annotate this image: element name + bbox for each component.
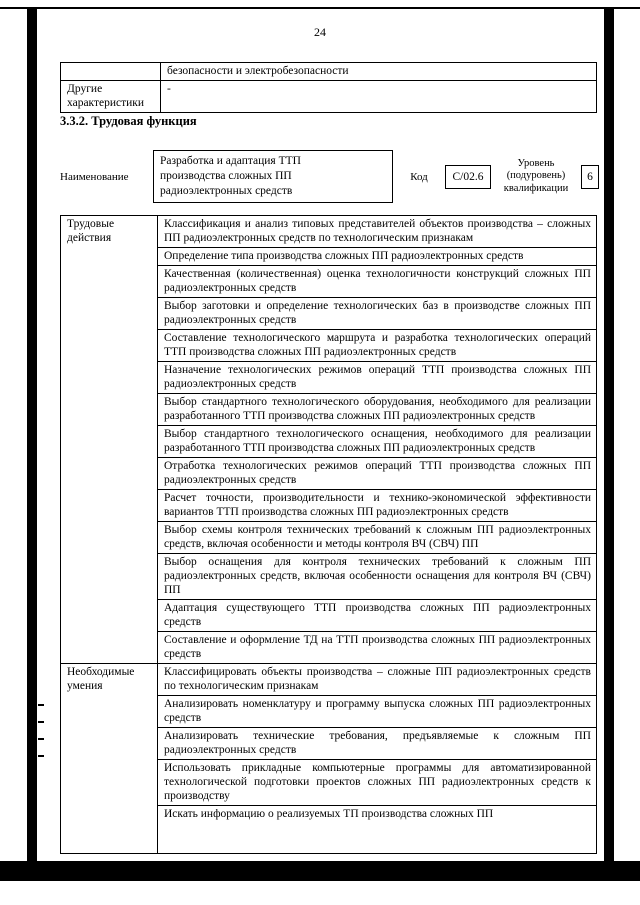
labor-action-row: Выбор стандартного технологического оснащения, необходимого для реализации разработанного ТТП производства сложных ПП радиоэлектронных средств <box>158 426 597 458</box>
qualification-level-box: 6 <box>581 165 599 189</box>
carryover-table <box>60 62 597 113</box>
function-header <box>60 150 600 203</box>
carryover-table-wrap <box>60 62 597 113</box>
labor-action-row: Составление технологического маршрута и разработка технологических операций ТТП производства сложных ПП радиоэлектронных средств <box>158 330 597 362</box>
labor-action-row: Выбор заготовки и определение технологических баз в производстве сложных ПП радиоэлектронных средств <box>158 298 597 330</box>
function-code-box: С/02.6 <box>445 165 491 189</box>
labor-actions-label: Трудовые действия <box>61 216 158 664</box>
required-skills-label: Необходимые умения <box>61 664 158 854</box>
section-heading: 3.3.2. Трудовая функция <box>60 114 197 128</box>
required-skill-row: Анализировать технические требования, предъявляемые к сложным ПП радиоэлектронных средств <box>158 728 597 760</box>
labor-action-row: Расчет точности, производительности и технико-экономической эффективности вариантов ТТП производства сложных ПП радиоэлектронных средств <box>158 490 597 522</box>
labor-action-row: Определение типа производства сложных ПП радиоэлектронных средств <box>158 248 597 266</box>
required-skill-row: Классифицировать объекты производства – сложные ПП радиоэлектронных средств по технологическим признакам <box>158 664 597 696</box>
function-name-value: Разработка и адаптация ТТП производства сложных ПП радиоэлектронных средств <box>160 155 301 197</box>
scan-artifact <box>38 738 44 740</box>
labor-action-row: Качественная (количественная) оценка технологичности конструкций сложных ПП радиоэлектронных средств <box>158 266 597 298</box>
required-skill-row: Анализировать номенклатуру и программу выпуска сложных ПП радиоэлектронных средств <box>158 696 597 728</box>
labor-action-row: Составление и оформление ТД на ТТП производства сложных ПП радиоэлектронных средств <box>158 632 597 664</box>
function-name-label: Наименование <box>60 170 129 183</box>
table-row <box>61 664 597 696</box>
labor-action-row: Выбор оснащения для контроля технических требований к сложным ПП радиоэлектронных средств, включая особенности оснащения для контроля ВЧ (СВЧ) ПП <box>158 554 597 600</box>
scan-border-top <box>0 7 640 9</box>
function-name-box <box>153 150 393 203</box>
main-table <box>60 215 597 854</box>
function-code-label: Код <box>410 170 428 183</box>
carryover-empty-cell <box>61 63 161 81</box>
scan-artifact <box>38 704 44 706</box>
table-row <box>61 81 597 113</box>
scan-border-right <box>604 7 614 863</box>
labor-action-row: Адаптация существующего ТТП производства сложных ПП радиоэлектронных средств <box>158 600 597 632</box>
table-row <box>61 216 597 248</box>
carryover-continuation-text: безопасности и электробезопасности <box>161 63 597 81</box>
scan-artifact <box>38 755 44 757</box>
labor-action-row: Выбор стандартного технологического оборудования, необходимого для реализации разработанного ТТП производства сложных ПП радиоэлектронных средств <box>158 394 597 426</box>
table-row <box>61 63 597 81</box>
page-number: 24 <box>314 25 326 39</box>
scan-border-left <box>27 7 37 863</box>
labor-action-row: Классификация и анализ типовых представителей объектов производства – сложных ПП радиоэлектронных средств по технологическим признакам <box>158 216 597 248</box>
labor-action-row: Отработка технологических режимов операций ТТП производства сложных ПП радиоэлектронных средств <box>158 458 597 490</box>
labor-action-row: Назначение технологических режимов операций ТТП производства сложных ПП радиоэлектронных средств <box>158 362 597 394</box>
scan-artifact <box>38 721 44 723</box>
labor-action-row: Выбор схемы контроля технических требований к сложным ПП радиоэлектронных средств, включая особенности и методы контроля ВЧ (СВЧ) ПП <box>158 522 597 554</box>
scan-border-bottom <box>0 861 640 881</box>
required-skill-row: Искать информацию о реализуемых ТП производства сложных ПП <box>158 806 597 854</box>
qualification-level-label: Уровень (подуровень) квалификации <box>503 157 569 194</box>
other-characteristics-value: - <box>161 81 597 113</box>
main-table-wrap <box>60 215 597 854</box>
required-skill-row: Использовать прикладные компьютерные программы для автоматизированной технологической подготовки проектов сложных ПП радиоэлектронных средств к производству <box>158 760 597 806</box>
other-characteristics-label: Другие характеристики <box>61 81 161 113</box>
